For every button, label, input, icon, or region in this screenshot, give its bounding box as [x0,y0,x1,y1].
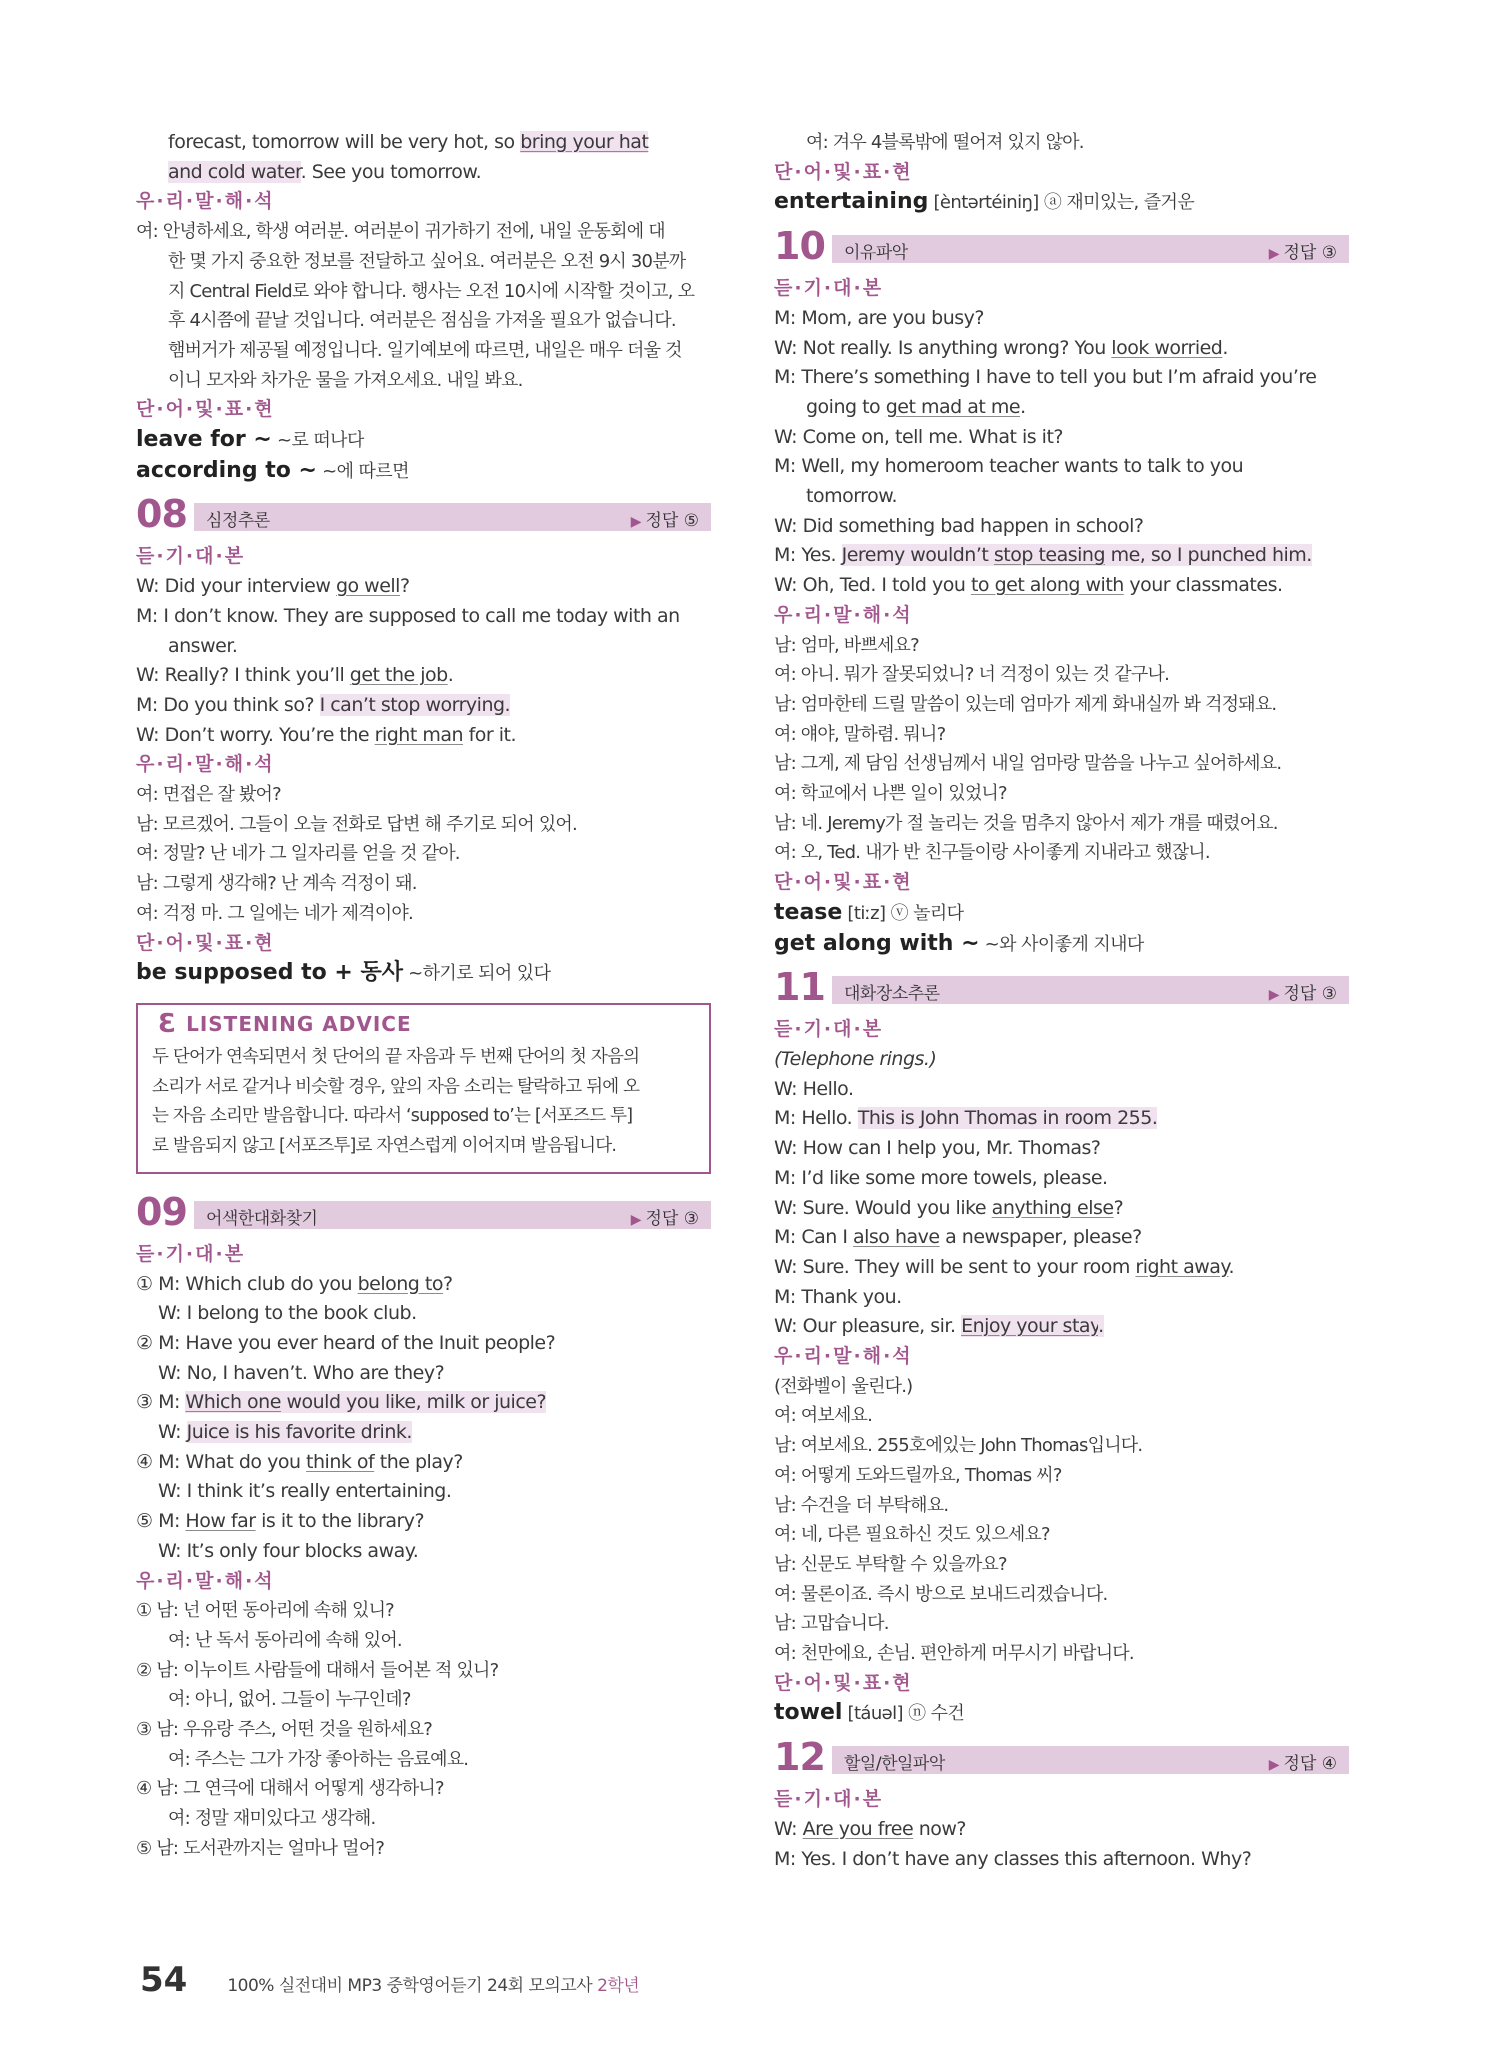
script-segment: W: Don’t worry. You’re the [136,723,375,746]
section-heading: 듣·기·대·본 [774,1018,884,1041]
triangle-icon: ▶ [630,514,642,531]
script-line [774,1134,1349,1164]
script-segment: . [1020,395,1026,418]
translation-line: 여: 네, 다른 필요하신 것도 있으세요? [774,1524,1050,1546]
script-line [774,423,1349,453]
left-column [136,128,711,1864]
triangle-icon: ▶ [1268,246,1280,263]
vocab-meaning: ~로 떠나다 [271,430,364,452]
triangle-icon: ▶ [1268,987,1280,1004]
translation-line: 남: 엄마한테 드릴 말씀이 있는데 엄마가 제게 화내실까 봐 걱정돼요. [774,693,1277,715]
translation-line: 여: 주스는 그가 가장 좋아하는 음료예요. [168,1748,469,1770]
script-segment: going to [806,395,886,418]
script-segment: W: It’s only four blocks away. [158,1539,419,1562]
section-heading: 단·어·및·표·현 [136,398,275,421]
vocab-item [136,958,711,989]
script-line [136,158,711,188]
translation-line: 여: 정말 재미있다고 생각해. [168,1808,376,1830]
script-segment: M: Yes. I don’t have any classes this afternoon. Why? [774,1847,1252,1870]
script-segment: ③ M: [136,1391,186,1414]
script-line [774,363,1349,393]
script-segment: . [1098,1315,1104,1338]
section-heading: 듣·기·대·본 [774,1788,884,1811]
vocab-item [774,1698,1349,1729]
question-header [774,965,1349,1013]
translation-line: 남: 엄마, 바쁘세요? [774,634,919,656]
script-segment: W: Sure. Would you like [774,1196,992,1219]
script-line [136,1537,711,1567]
right-column [774,128,1349,1874]
script-segment: M: Can I [774,1226,853,1249]
script-line [774,541,1349,571]
section-heading: 우·리·말·해·석 [774,603,913,626]
script-segment: is it to the library? [255,1510,425,1533]
script-segment: to get along with [970,574,1124,597]
translation-line: (전화벨이 울린다.) [774,1375,913,1397]
translation-line: 여: 학교에서 나쁜 일이 있었니? [774,783,1007,805]
script-segment: W: Oh, Ted. I told you [774,574,971,597]
script-line [136,661,711,691]
vocab-word: tease [774,899,843,925]
script-segment: W: Come on, tell me. What is it? [774,425,1063,448]
script-segment: W: Really? I think you’ll [136,664,350,687]
section-heading: 우·리·말·해·석 [136,1569,275,1592]
translation-line: 이니 모자와 차가운 물을 가져오세요. 내일 봐요. [168,369,523,391]
script-segment: ? [399,575,410,598]
script-line [774,393,1349,423]
script-segment: also have [852,1226,940,1249]
question-number: 08 [136,492,187,537]
script-segment: ④ M: What do you [136,1450,307,1473]
script-segment: (Telephone rings.) [774,1047,937,1070]
vocab-item [774,187,1349,218]
translation-line: 남: 네. Jeremy가 절 놀리는 것을 멈추지 않아서 제가 걔를 때렸어요. [774,812,1278,834]
translation-line: 여: 물론이죠. 즉시 방으로 보내드리겠습니다. [774,1583,1108,1605]
answer-text: 정답 ③ [1283,984,1337,1005]
script-line [136,1507,711,1537]
script-segment: ① M: Which club do you [136,1272,358,1295]
script-segment: W: [774,1817,803,1840]
vocab-item [774,929,1349,960]
script-segment: Jeremy wouldn’t [841,544,994,567]
section-heading: 단·어·및·표·현 [774,871,913,894]
script-segment: W: [158,1421,187,1444]
script-line [774,1253,1349,1283]
script-line [774,334,1349,364]
script-line [774,1815,1349,1845]
script-line [774,482,1349,512]
translation-line: 여: 얘야, 말하렴. 뭐니? [774,723,946,745]
script-segment: Which one [185,1391,281,1414]
question-type-bar [194,1201,711,1229]
script-segment: Juice is his favorite drink. [186,1421,412,1444]
script-line [774,1045,1349,1075]
listening-advice-box [136,1003,711,1174]
vocab-meaning: [tiːz] ⓥ 놀리다 [842,902,964,924]
script-segment: W: Our pleasure, sir. [774,1315,962,1338]
script-line [774,512,1349,542]
vocab-meaning: ~하기로 되어 있다 [403,963,551,985]
script-segment: W: Not really. Is anything wrong? You [774,336,1112,359]
answer-label [631,506,699,531]
translation-line: 여: 정말? 난 네가 그 일자리를 얻을 것 같아. [136,843,460,865]
question-number: 12 [774,1735,825,1780]
translation-line: 여: 안녕하세요, 학생 여러분. 여러분이 귀가하기 전에, 내일 운동회에 대 [136,221,665,243]
question-number: 11 [774,965,825,1010]
script-segment: for it. [463,723,517,746]
script-segment: M: I’d like some more towels, please. [774,1166,1108,1189]
script-line [774,304,1349,334]
question-type: 어색한대화찾기 [206,1208,318,1229]
translation-line: 한 몇 가지 중요한 정보를 전달하고 싶어요. 여러분은 오전 9시 30분까 [168,250,686,272]
answer-label [1269,238,1337,263]
vocab-word: be supposed to + 동사 [136,960,404,986]
script-segment: ? [1113,1196,1124,1219]
advice-line: 로 발음되지 않고 [서포즈투]로 자연스럽게 이어지며 발음됩니다. [152,1136,617,1157]
script-line [136,691,711,721]
translation-line: 여: 어떻게 도와드릴까요, Thomas 씨? [774,1464,1062,1486]
script-segment: This is John Thomas in room 255. [857,1107,1158,1130]
translation-line: 지 Central Field로 와야 합니다. 행사는 오전 10시에 시작할 것이고, 오 [168,280,695,302]
script-line [774,1194,1349,1224]
script-segment: tomorrow. [806,485,898,508]
page-number: 54 [140,1960,188,2000]
triangle-icon: ▶ [1268,1757,1280,1774]
script-segment: anything else [991,1196,1114,1219]
script-segment: . [447,664,454,687]
section-heading: 단·어·및·표·현 [136,931,275,954]
script-segment: . [1228,1255,1234,1278]
script-segment: Enjoy your stay [961,1315,1099,1338]
script-segment: get mad at me [885,395,1021,418]
script-segment: W: How can I help you, Mr. Thomas? [774,1137,1101,1160]
script-line [774,1223,1349,1253]
script-line [774,571,1349,601]
script-segment: W: I belong to the book club. [158,1302,417,1325]
section-heading: 듣·기·대·본 [774,277,884,300]
script-line [774,1283,1349,1313]
script-segment: M: I don’t know. They are supposed to call me today with an [136,604,680,627]
translation-line: 여: 난 독서 동아리에 속해 있어. [168,1629,402,1651]
script-segment: answer. [168,634,238,657]
vocab-item [136,425,711,456]
script-line [774,452,1349,482]
script-line [136,1448,711,1478]
script-line [136,1329,711,1359]
vocab-meaning: ~에 따르면 [316,460,409,482]
script-line [136,128,711,158]
script-segment: a newspaper, please? [939,1226,1142,1249]
vocab-item [774,898,1349,929]
section-heading: 듣·기·대·본 [136,1242,246,1265]
script-segment: ② M: Have you ever heard of the Inuit people? [136,1331,556,1354]
vocab-word: get along with ~ [774,930,980,956]
script-segment: think of [306,1450,375,1473]
script-segment: would you like, milk or juice? [280,1391,547,1414]
script-segment: ⑤ M: [136,1510,186,1533]
script-segment: W: Did something bad happen in school? [774,514,1144,537]
script-segment: now? [913,1817,967,1840]
script-line [136,1359,711,1389]
answer-text: 정답 ③ [1283,243,1337,264]
answer-text: 정답 ④ [1283,1754,1337,1775]
question-type: 대화장소추론 [844,984,940,1005]
script-segment: right away [1135,1255,1229,1278]
question-type-bar [194,503,711,531]
script-segment: ? [442,1272,453,1295]
translation-line: 여: 아니. 뭐가 잘못되었니? 너 걱정이 있는 것 같구나. [774,664,1169,686]
script-line [774,1164,1349,1194]
script-segment: forecast, tomorrow will be very hot, so [168,131,521,153]
vocab-meaning: ~와 사이좋게 지내다 [979,933,1144,955]
script-segment: W: Sure. They will be sent to your room [774,1255,1136,1278]
book-grade: 2학년 [597,1976,640,1996]
script-segment: . [1222,336,1228,359]
script-line [136,1418,711,1448]
question-type: 이유파악 [844,243,908,264]
vocab-word: according to ~ [136,457,317,483]
question-number: 10 [774,224,825,269]
translation-line: 여: 여보세요. [774,1405,873,1427]
script-segment: W: I think it’s really entertaining. [158,1480,452,1503]
ear-icon: Ɛ [158,1008,177,1039]
script-segment: Are you free [802,1817,914,1840]
section-heading: 단·어·및·표·현 [774,1671,913,1694]
section-heading: 듣·기·대·본 [136,545,246,568]
translation-line: ④ 남: 그 연극에 대해서 어떻게 생각하니? [136,1778,444,1800]
vocab-word: entertaining [774,189,929,215]
script-segment: M: Well, my homeroom teacher wants to talk to you [774,455,1244,478]
script-segment: bring your hat [520,131,649,153]
translation-line: 후 4시쯤에 끝날 것입니다. 여러분은 점심을 가져올 필요가 없습니다. [168,310,676,332]
script-line [136,1477,711,1507]
script-segment: right man [374,723,464,746]
triangle-icon: ▶ [630,1211,642,1228]
section-heading: 우·리·말·해·석 [136,190,275,213]
translation-line: 남: 여보세요. 255호에있는 John Thomas입니다. [774,1435,1143,1457]
question-type-bar [832,235,1349,263]
question-header [136,492,711,540]
script-line [136,721,711,751]
section-heading: 우·리·말·해·석 [774,1345,913,1368]
script-line [136,1299,711,1329]
advice-title-text: LISTENING ADVICE [186,1011,412,1036]
script-segment: M: Thank you. [774,1285,902,1308]
script-segment: your classmates. [1123,574,1283,597]
translation-line: 여: 아니, 없어. 그들이 누구인데? [168,1689,411,1711]
answer-label [1269,979,1337,1004]
script-segment: M: Mom, are you busy? [774,306,984,329]
vocab-word: towel [774,1700,843,1726]
vocab-word: leave for ~ [136,427,272,453]
vocab-meaning: [táuəl] ⓝ 수건 [842,1703,965,1725]
script-segment: How far [185,1510,256,1533]
translation-line: 남: 그렇게 생각해? 난 계속 걱정이 돼. [136,873,417,895]
translation-line: 햄버거가 제공될 예정입니다. 일기예보에 따르면, 내일은 매우 더울 것 [168,339,682,361]
script-segment: W: Did your interview [136,575,336,598]
translation-line: ② 남: 이누이트 사람들에 대해서 들어본 적 있니? [136,1659,499,1681]
script-segment: W: Hello. [774,1077,854,1100]
script-segment: go well [335,575,400,598]
answer-label [631,1204,699,1229]
book-title [227,1971,639,1996]
translation-line: 남: 수건을 더 부탁해요. [774,1494,949,1516]
section-heading: 우·리·말·해·석 [136,753,275,776]
translation-line: 남: 모르겠어. 그들이 오늘 전화로 답변 해 주기로 되어 있어. [136,813,577,835]
script-segment: I can’t stop worrying. [319,693,511,716]
advice-title [152,1005,695,1043]
advice-line: 두 단어가 연속되면서 첫 단어의 끝 자음과 두 번째 단어의 첫 자음의 [152,1046,640,1067]
script-segment: the play? [374,1450,463,1473]
translation-line: ① 남: 넌 어떤 동아리에 속해 있니? [136,1600,394,1622]
book-title-text: 100% 실전대비 MP3 중학영어듣기 24회 모의고사 [227,1976,598,1996]
page-footer [140,1960,639,2000]
answer-text: 정답 ⑤ [645,511,699,532]
script-segment: M: Yes. [774,544,842,567]
script-line [774,1075,1349,1105]
script-line [774,1845,1349,1875]
translation-line: ③ 남: 우유랑 주스, 어떤 것을 원하세요? [136,1719,433,1741]
script-segment: me, so I punched him. [1105,544,1312,567]
question-header [774,224,1349,272]
translation-line: ⑤ 남: 도서관까지는 얼마나 멀어? [136,1837,385,1859]
question-header [136,1189,711,1238]
question-type-bar [832,1746,1349,1774]
question-type-bar [832,976,1349,1004]
question-header [774,1735,1349,1783]
script-segment: stop teasing [993,544,1106,567]
translation-line: 여: 걱정 마. 그 일에는 네가 제격이야. [136,902,413,924]
script-segment: look worried [1111,336,1223,359]
script-segment: M: Do you think so? [136,693,320,716]
script-segment: M: There’s something I have to tell you but I’m afraid you’re [774,366,1317,389]
translation-line: 남: 신문도 부탁할 수 있을까요? [774,1553,1007,1575]
translation-line: 여: 면접은 잘 봤어? [136,784,281,806]
script-line [136,572,711,602]
script-line [136,1270,711,1300]
script-segment: W: No, I haven’t. Who are they? [158,1361,445,1384]
script-line [774,1104,1349,1134]
script-segment: and cold water [168,160,301,183]
script-segment: belong to [357,1272,443,1295]
answer-label [1269,1749,1337,1774]
vocab-meaning: [èntərtéiniŋ] ⓐ 재미있는, 즐거운 [928,192,1195,214]
script-segment: M: Hello. [774,1107,858,1130]
section-heading: 단·어·및·표·현 [774,160,913,183]
translation-line: 여: 겨우 4블록밖에 떨어져 있지 않아. [806,132,1084,153]
question-type: 할일/한일파악 [844,1754,945,1775]
answer-text: 정답 ③ [645,1208,699,1229]
translation-line: 남: 고맙습니다. [774,1613,889,1635]
script-line [136,632,711,662]
translation-line: 남: 그게, 제 담임 선생님께서 내일 엄마랑 말씀을 나누고 싶어하세요. [774,753,1282,775]
advice-line: 소리가 서로 같거나 비슷할 경우, 앞의 자음 소리는 탈락하고 뒤에 오 [152,1076,640,1097]
script-line [774,1312,1349,1342]
question-number: 09 [136,1189,187,1234]
script-line [136,1388,711,1418]
script-segment: get the job [349,664,448,687]
translation-line: 여: 천만에요, 손님. 편안하게 머무시기 바랍니다. [774,1643,1134,1665]
vocab-item [136,456,711,487]
question-type: 심정추론 [206,511,270,532]
advice-line: 는 자음 소리만 발음합니다. 따라서 ‘supposed to’는 [서포즈드 투] [152,1106,633,1127]
translation-line: 여: 오, Ted. 내가 반 친구들이랑 사이좋게 지내라고 했잖니. [774,842,1210,864]
script-segment: . See you tomorrow. [300,160,482,183]
script-line [136,602,711,632]
